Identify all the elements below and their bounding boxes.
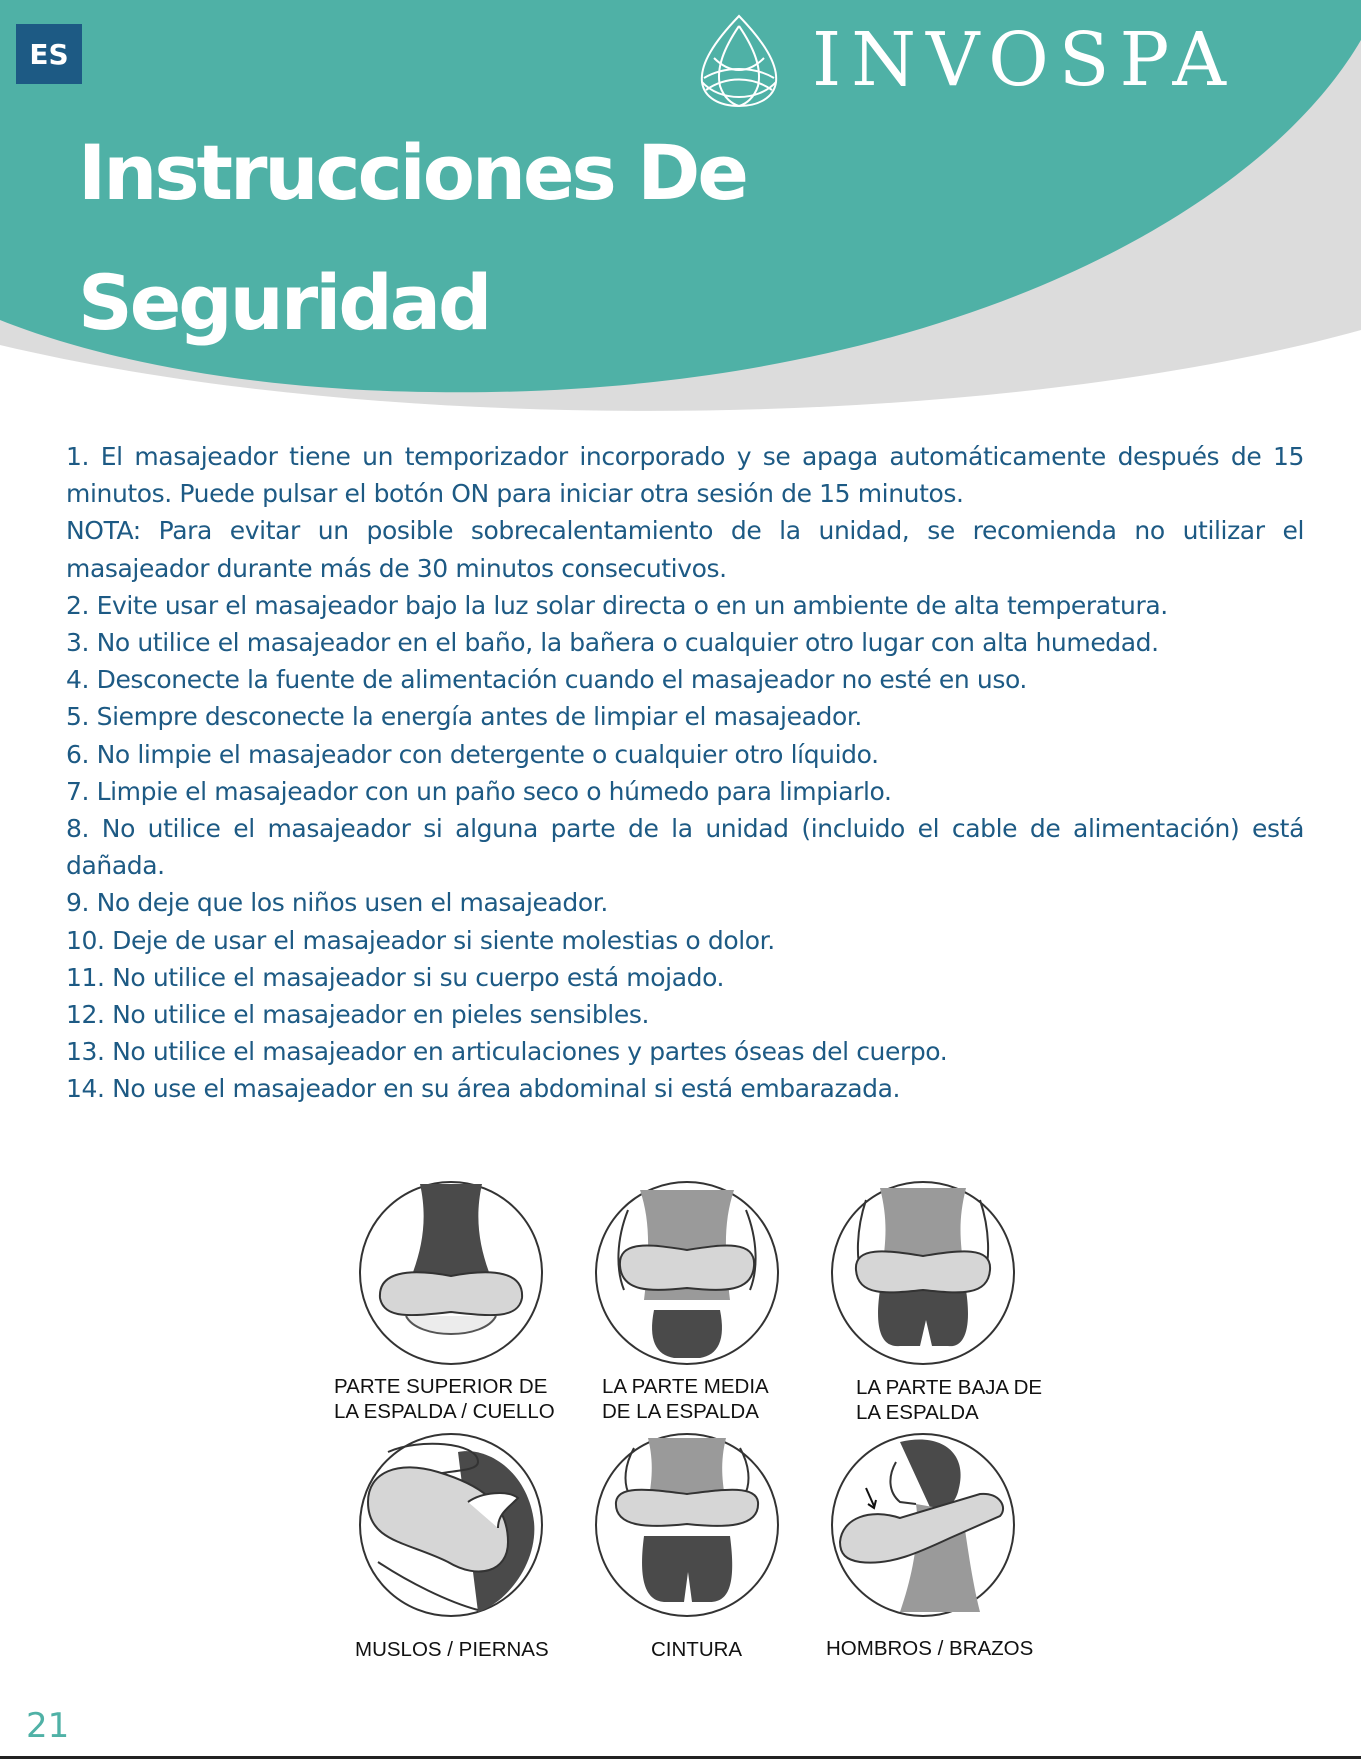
instruction-item: 1. El masajeador tiene un temporizador incorporado y se apaga automáticamente después de 15 minutos. Puede pulsar el botón ON para iniciar otra sesión de 15 minutos. xyxy=(66,442,1304,509)
figure-upper-back xyxy=(358,1180,544,1366)
mid-back-icon xyxy=(594,1180,780,1366)
caption-mid-back: LA PARTE MEDIA DE LA ESPALDA xyxy=(602,1375,769,1423)
instruction-note: NOTA: Para evitar un posible sobrecalentamiento de la unidad, se recomienda no utilizar el masajeador durante más de 30 minutos consecutivos. xyxy=(66,516,1304,583)
instruction-item: 13. No utilice el masajeador en articulaciones y partes óseas del cuerpo. xyxy=(66,1037,948,1067)
figure-mid-back xyxy=(594,1180,780,1366)
safety-instructions xyxy=(66,438,1304,1108)
figure-lower-back xyxy=(830,1180,1016,1366)
instruction-item: 4. Desconecte la fuente de alimentación cuando el masajeador no esté en uso. xyxy=(66,665,1027,695)
figure-waist xyxy=(594,1432,780,1618)
instruction-item: 11. No utilice el masajeador si su cuerpo está mojado. xyxy=(66,962,725,992)
instruction-item: 2. Evite usar el masajeador bajo la luz solar directa o en un ambiente de alta temperatura. xyxy=(66,590,1168,620)
page-number: 21 xyxy=(26,1706,70,1746)
caption-waist: CINTURA xyxy=(651,1638,743,1661)
caption-upper-back: PARTE SUPERIOR DE LA ESPALDA / CUELLO xyxy=(334,1375,555,1423)
instruction-item: 12. No utilice el masajeador en pieles sensibles. xyxy=(66,1000,649,1030)
figure-thighs xyxy=(358,1432,544,1618)
bottom-rule xyxy=(0,1756,1361,1759)
caption-lower-back: LA PARTE BAJA DE LA ESPALDA xyxy=(856,1376,1043,1424)
instruction-item: 6. No limpie el masajeador con detergente o cualquier otro líquido. xyxy=(66,739,879,769)
language-badge: ES xyxy=(16,24,82,84)
title-line-1: Instrucciones De xyxy=(78,128,746,217)
brand-name: INVOSPA xyxy=(812,17,1236,103)
page-title xyxy=(78,108,778,368)
caption-thighs: MUSLOS / PIERNAS xyxy=(355,1638,549,1661)
caption-shoulders: HOMBROS / BRAZOS xyxy=(826,1637,1034,1660)
brand-logo xyxy=(694,10,1236,110)
title-line-2: Seguridad xyxy=(78,258,490,347)
usage-figures xyxy=(320,1178,1060,1668)
instruction-item: 9. No deje que los niños usen el masajeador. xyxy=(66,888,608,918)
waist-icon xyxy=(594,1432,780,1618)
thighs-legs-icon xyxy=(358,1432,544,1618)
instruction-item: 10. Deje de usar el masajeador si siente molestias o dolor. xyxy=(66,925,775,955)
instruction-item: 8. No utilice el masajeador si alguna parte de la unidad (incluido el cable de alimentación) está dañada. xyxy=(66,814,1304,881)
instruction-item: 14. No use el masajeador en su área abdominal si está embarazada. xyxy=(66,1074,901,1104)
shoulders-arms-icon xyxy=(830,1432,1016,1618)
instruction-item: 3. No utilice el masajeador en el baño, la bañera o cualquier otro lugar con alta humedad. xyxy=(66,628,1159,658)
instruction-item: 7. Limpie el masajeador con un paño seco o húmedo para limpiarlo. xyxy=(66,776,892,806)
petal-logo-icon xyxy=(694,12,784,108)
figure-shoulders xyxy=(830,1432,1016,1618)
lower-back-icon xyxy=(830,1180,1016,1366)
upper-back-neck-icon xyxy=(358,1180,544,1366)
instruction-item: 5. Siempre desconecte la energía antes de limpiar el masajeador. xyxy=(66,702,862,732)
